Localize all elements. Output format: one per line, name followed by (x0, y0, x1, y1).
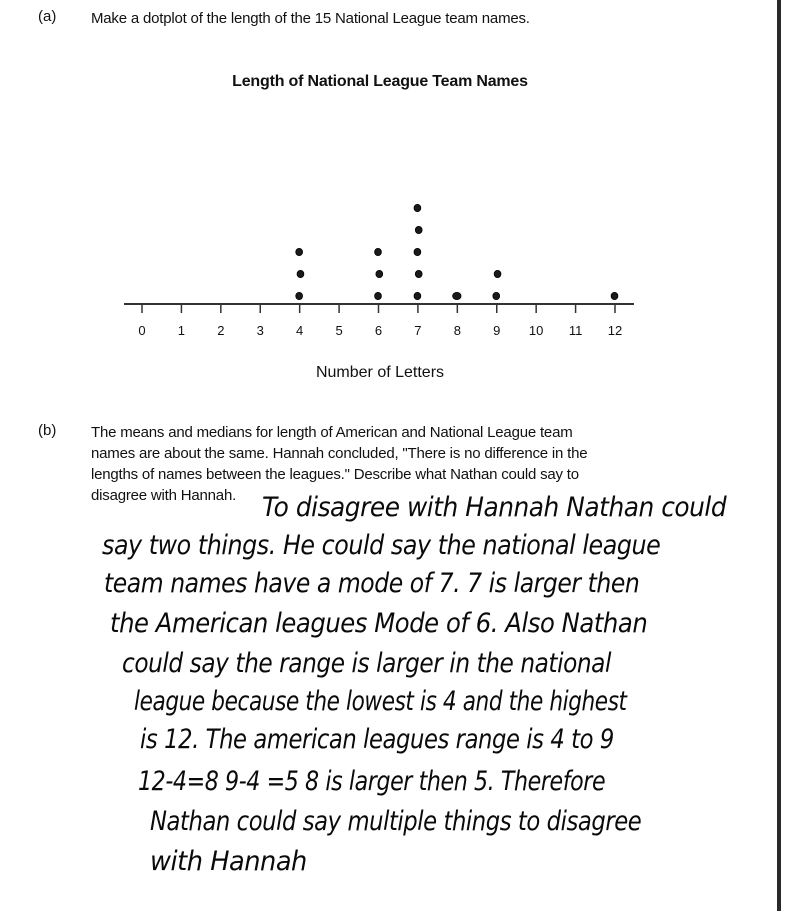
x-tick-label: 3 (256, 323, 264, 338)
dot (415, 226, 422, 233)
dot (414, 248, 421, 255)
handwritten-line: To disagree with Hannah Nathan could (262, 492, 727, 523)
dot (494, 270, 501, 277)
dot (611, 292, 618, 299)
prompt-line: disagree with Hannah. (91, 487, 237, 504)
prompt-line: lengths of names between the leagues." Describe what Nathan could say to (91, 466, 579, 483)
chart-title: Length of National League Team Names (232, 73, 528, 90)
x-tick-label: 10 (528, 323, 544, 338)
x-tick-label: 0 (138, 323, 146, 338)
handwritten-line: league because the lowest is 4 and the highest (134, 686, 627, 717)
dot (296, 248, 303, 255)
prompt-line: The means and medians for length of American and National League team (91, 424, 573, 441)
x-tick-label: 7 (414, 323, 422, 338)
dot (296, 292, 303, 299)
x-tick-label: 1 (177, 323, 186, 338)
dot (375, 248, 382, 255)
handwritten-line: with Hannah (150, 846, 307, 877)
dot (414, 292, 421, 299)
dot (493, 292, 500, 299)
dot (414, 204, 421, 211)
prompt-line: names are about the same. Hannah concluded, "There is no difference in the (91, 445, 588, 462)
x-tick-label: 2 (217, 323, 225, 338)
dot (376, 270, 383, 277)
x-tick-label: 11 (568, 323, 583, 338)
x-tick-label: 6 (374, 323, 383, 338)
x-axis-tick-labels (138, 323, 622, 338)
handwritten-line: team names have a mode of 7. 7 is larger then (104, 568, 640, 599)
question-a-prompt: Make a dotplot of the length of the 15 National League team names. (91, 10, 530, 27)
question-a-label: (a) (38, 8, 57, 25)
dot (375, 292, 382, 299)
x-axis-ticks (142, 304, 615, 313)
handwritten-line: could say the range is larger in the national (122, 648, 612, 679)
x-axis-label: Number of Letters (315, 364, 445, 381)
handwritten-line: Nathan could say multiple things to disagree (150, 806, 642, 837)
handwritten-line: 12-4=8 9-4 =5 8 is larger then 5. Therefore (138, 766, 606, 797)
x-tick-label: 9 (493, 323, 501, 338)
dot (415, 270, 422, 277)
x-tick-label: 4 (296, 323, 304, 338)
handwritten-line: is 12. The american leagues range is 4 to 9 (140, 724, 614, 755)
x-tick-label: 12 (607, 323, 623, 338)
dot (297, 270, 304, 277)
dotplot-chart (0, 0, 786, 400)
dots (296, 204, 618, 299)
handwritten-line: the American leagues Mode of 6. Also Nathan (110, 608, 648, 639)
handwritten-line: say two things. He could say the national league (102, 530, 661, 561)
x-tick-label: 8 (453, 323, 461, 338)
x-tick-label: 5 (335, 323, 343, 338)
question-b-label: (b) (38, 422, 57, 439)
dot (453, 292, 461, 299)
